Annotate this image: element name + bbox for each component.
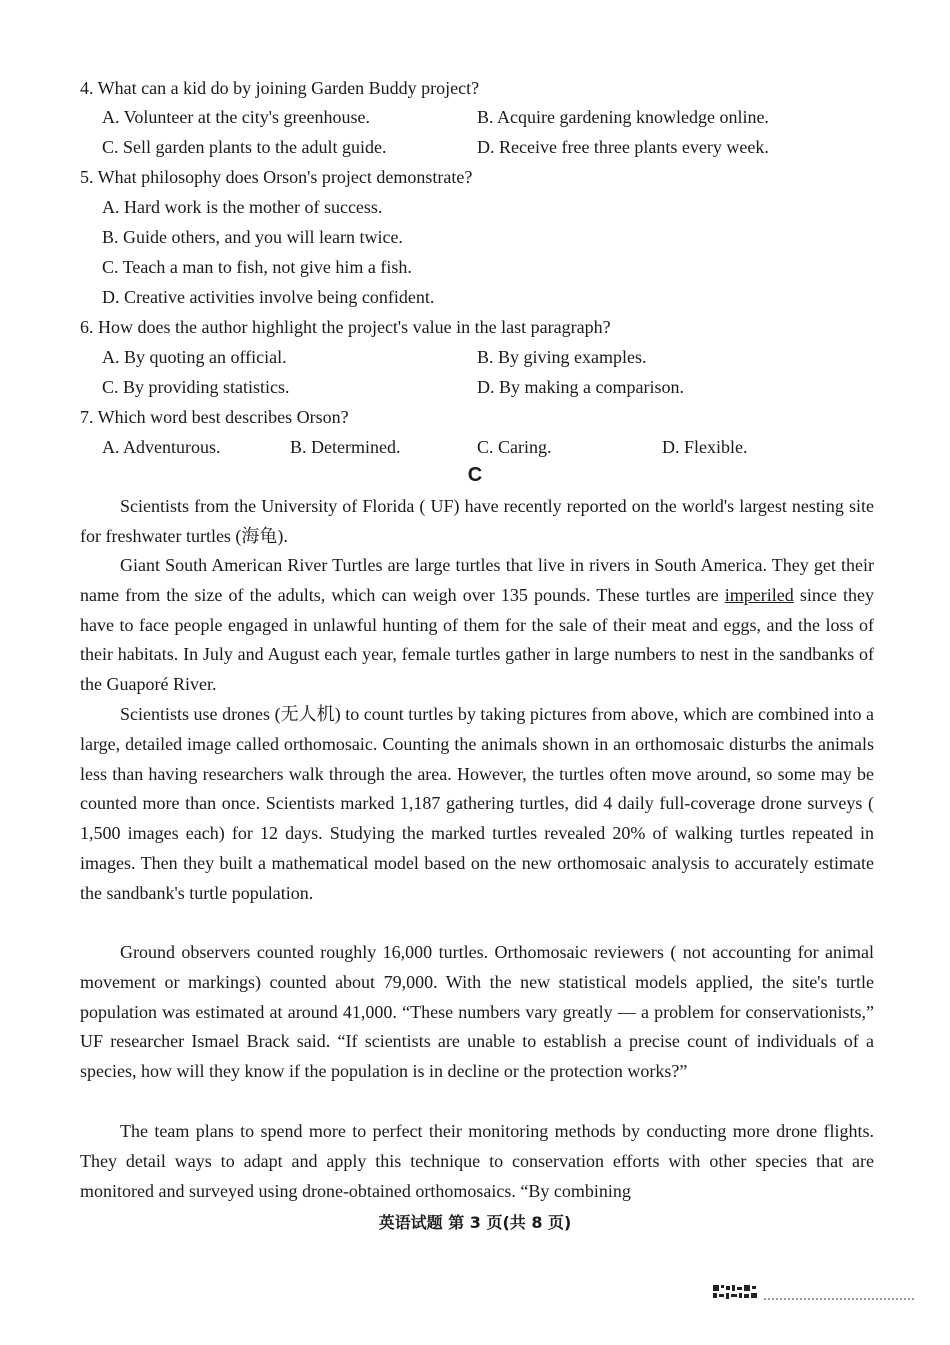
question-7-stem: 7. Which word best describes Orson? [80, 407, 349, 427]
passage-paragraph-4 [80, 938, 874, 1087]
passage-paragraph-5 [80, 1117, 874, 1206]
underlined-word: imperiled [724, 584, 794, 605]
question-5-stem: 5. What philosophy does Orson's project demonstrate? [80, 167, 473, 187]
question-7-option-a: A. Adventurous. [102, 437, 221, 457]
question-5-option-d: D. Creative activities involve being confident. [102, 287, 435, 307]
question-6-option-a: A. By quoting an official. [102, 347, 287, 367]
paragraph-text: Giant South American River Turtles are large turtles that live in rivers in South America. They get their name from the size of the adults, which can weigh over 135 pounds. These turtles are [80, 555, 874, 605]
page-footer: 英语试题 第 3 页(共 8 页) [378, 1213, 572, 1232]
question-4-option-a: A. Volunteer at the city's greenhouse. [102, 107, 371, 127]
paragraph-text: The team plans to spend more to perfect their monitoring methods by conducting more drone flights. They detail ways to adapt and apply this technique to conservation efforts with other species that are monitored and surveyed using drone-obtained orthomosaics. “By combining [80, 1121, 874, 1201]
paragraph-text: Scientists from the University of Florida ( UF) have recently reported on the world's largest nesting site for freshwater turtles (海龟). [80, 496, 874, 546]
section-heading: C [467, 464, 483, 486]
question-7-option-c: C. Caring. [477, 437, 552, 457]
paragraph-text: Ground observers counted roughly 16,000 turtles. Orthomosaic reviewers ( not accounting for animal movement or markings) counted about 79,000. With the new statistical models applied, the site's turtle population was estimated at around 41,000. “These numbers vary greatly — a problem for conservationists,” UF researcher Ismael Brack said. “If scientists are unable to establish a precise count of individuals of a species, how will they know if the population is in decline or the protection works?” [80, 942, 874, 1082]
question-4-option-b: B. Acquire gardening knowledge online. [477, 107, 769, 127]
question-4-option-d: D. Receive free three plants every week. [477, 137, 769, 157]
question-7-option-b: B. Determined. [290, 437, 401, 457]
question-4-option-c: C. Sell garden plants to the adult guide. [102, 137, 387, 157]
paragraph-text: Scientists use drones (无人机) to count turtles by taking pictures from above, which are combined into a large, detailed image called orthomosaic. Counting the animals shown in an orthomosaic disturbs the animals less than having researchers walk through the area. However, the turtles often move around, so some may be counted more than once. Scientists marked 1,187 gathering turtles, did 4 daily full-coverage drone surveys ( 1,500 images each) for 12 days. Studying the marked turtles revealed 20% of walking turtles repeated in images. Then they built a mathematical model based on the new orthomosaic analysis to accurately estimate the sandbank's turtle population. [80, 704, 874, 903]
faint-watermark-line [764, 1292, 914, 1300]
passage-paragraph-2 [80, 551, 874, 700]
question-6-stem: 6. How does the author highlight the project's value in the last paragraph? [80, 317, 611, 337]
question-5-option-c: C. Teach a man to fish, not give him a fish. [102, 257, 412, 277]
passage-paragraph-3 [80, 700, 874, 909]
passage-paragraph-1 [80, 492, 874, 552]
qr-code-icon [712, 1284, 760, 1300]
question-5-option-b: B. Guide others, and you will learn twice. [102, 227, 403, 247]
question-7-option-d: D. Flexible. [662, 437, 748, 457]
question-6-option-d: D. By making a comparison. [477, 377, 684, 397]
question-5-option-a: A. Hard work is the mother of success. [102, 197, 383, 217]
question-6-option-c: C. By providing statistics. [102, 377, 290, 397]
question-6-option-b: B. By giving examples. [477, 347, 647, 367]
paragraph-text: since they have to face people engaged in unlawful hunting of them for the sale of their meat and eggs, and the loss of their habitats. In July and August each year, female turtles gather in large numbers to nest in the sandbanks of the Guaporé River. [80, 584, 874, 695]
question-4-stem: 4. What can a kid do by joining Garden Buddy project? [80, 78, 480, 98]
